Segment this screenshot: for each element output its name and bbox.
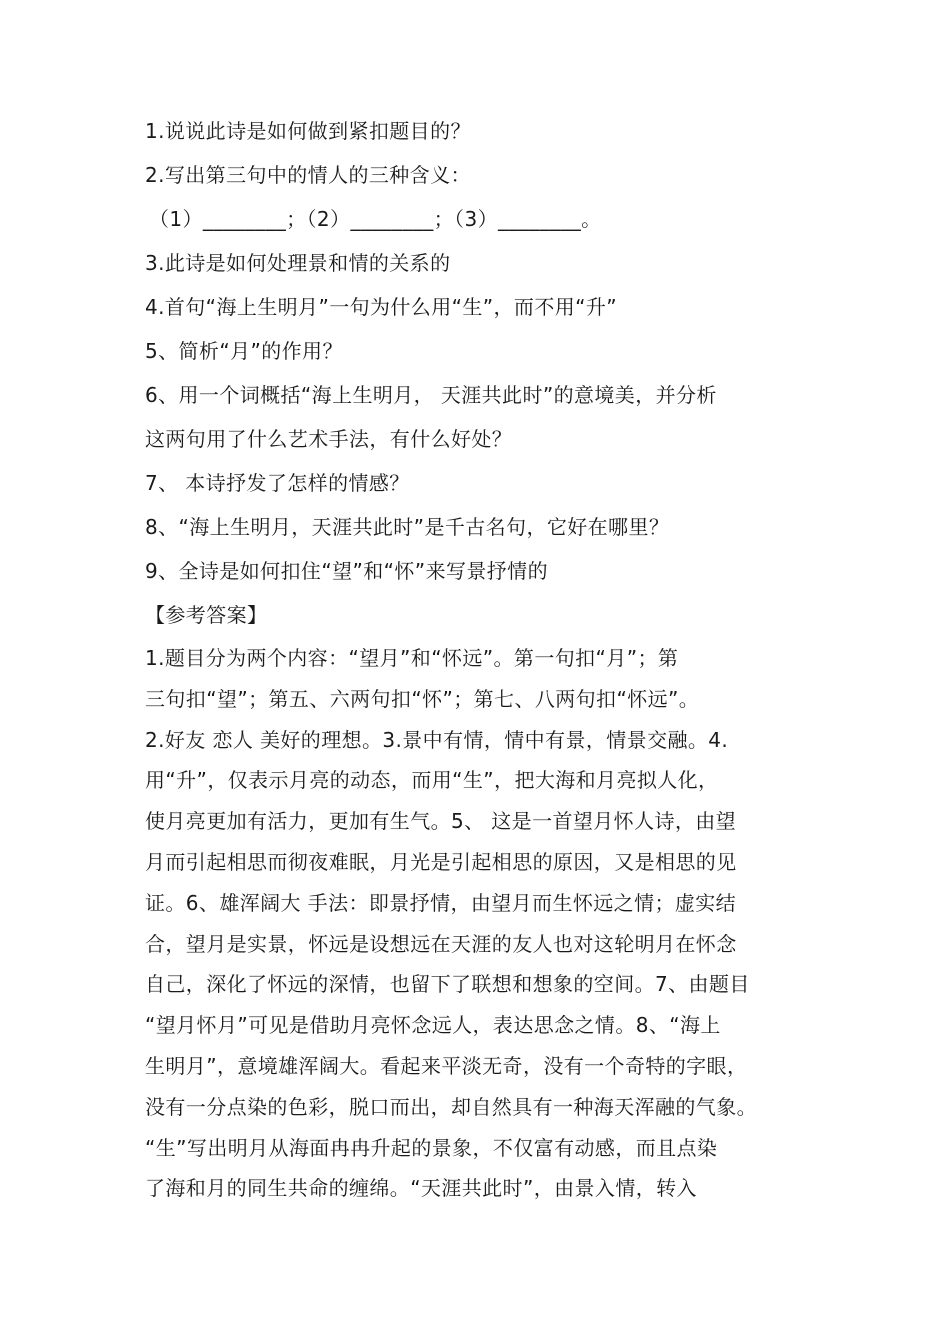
question-2: 2.写出第三句中的情人的三种含义： xyxy=(145,163,471,187)
question-5: 5、简析“月”的作用？ xyxy=(145,339,343,363)
answer-line: 证。6、雄浑阔大 手法：即景抒情，由望月而生怀远之情；虚实结 xyxy=(145,890,737,915)
question-9: 9、全诗是如何扣住“望”和“怀”来写景抒情的 xyxy=(145,559,548,583)
answer-line: 用“升”，仅表示月亮的动态，而用“生”，把大海和月亮拟人化， xyxy=(145,768,719,793)
question-1: 1.说说此诗是如何做到紧扣题目的？ xyxy=(145,119,471,143)
question-8: 8、“海上生明月，天涯共此时”是千古名句，它好在哪里？ xyxy=(145,515,670,539)
answer-paragraph xyxy=(145,638,815,1209)
question-7: 7、 本诗抒发了怎样的情感？ xyxy=(145,471,410,495)
answer-line: 使月亮更加有活力，更加有生气。5、 这是一首望月怀人诗，由望 xyxy=(145,809,737,834)
answer-line: 月而引起相思而彻夜难眠，月光是引起相思的原因，又是相思的见 xyxy=(145,849,737,874)
question-2-blanks: （1）________；（2）________；（3）________。 xyxy=(149,207,602,231)
answer-line: 合，望月是实景，怀远是设想远在天涯的友人也对这轮明月在怀念 xyxy=(145,931,737,956)
question-6-continued: 这两句用了什么艺术手法，有什么好处？ xyxy=(145,427,513,451)
question-3: 3.此诗是如何处理景和情的关系的 xyxy=(145,251,451,275)
answer-line: “生”写出明月从海面冉冉升起的景象，不仅富有动感，而且点染 xyxy=(145,1135,718,1160)
answer-line: 自己，深化了怀远的深情，也留下了联想和想象的空间。7、由题目 xyxy=(145,972,750,997)
answer-line: 生明月”，意境雄浑阔大。看起来平淡无奇，没有一个奇特的字眼， xyxy=(145,1053,748,1078)
answer-heading: 【参考答案】 xyxy=(145,603,268,627)
question-6: 6、用一个词概括“海上生明月， 天涯共此时”的意境美，并分析 xyxy=(145,383,717,407)
document-page xyxy=(145,118,815,1209)
answer-line: “望月怀月”可见是借助月亮怀念远人，表达思念之情。8、“海上 xyxy=(145,1013,721,1038)
answer-line: 2.好友 恋人 美好的理想。3.景中有情，情中有景，情景交融。4. xyxy=(145,727,729,752)
answer-line: 了海和月的同生共命的缠绵。“天涯共此时”，由景入情，转入 xyxy=(145,1176,697,1201)
answer-line: 没有一分点染的色彩，脱口而出，却自然具有一种海天浑融的气象。 xyxy=(145,1094,757,1119)
answer-line: 三句扣“望”；第五、六两句扣“怀”；第七、八两句扣“怀远”。 xyxy=(145,686,700,711)
answer-line: 1.题目分为两个内容：“望月”和“怀远”。第一句扣“月”；第 xyxy=(145,646,679,670)
question-4: 4.首句“海上生明月”一句为什么用“生”，而不用“升” xyxy=(145,295,618,319)
